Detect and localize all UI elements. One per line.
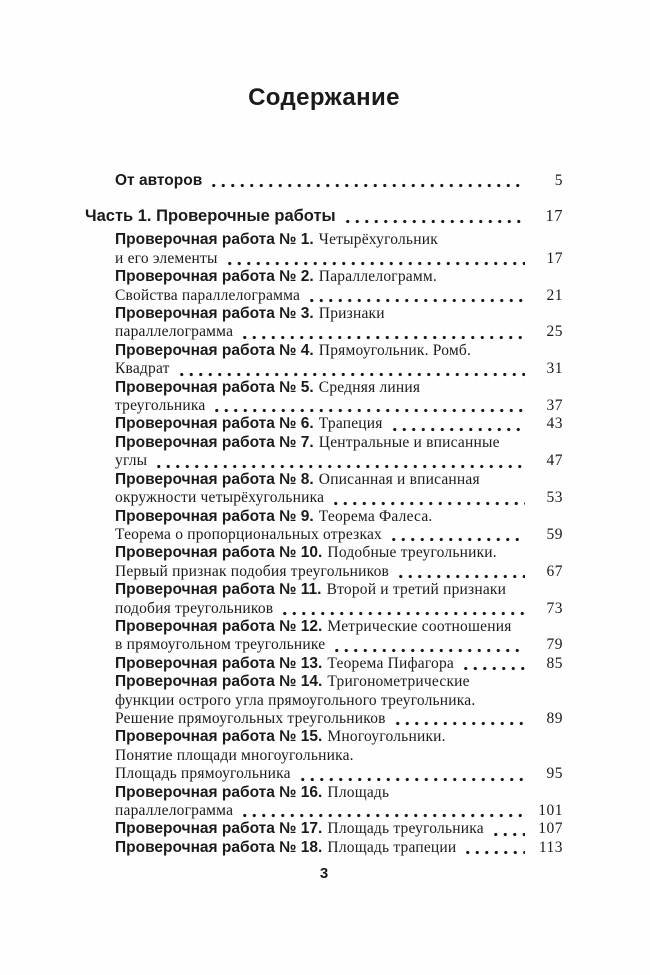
toc-line	[85, 489, 563, 507]
toc-entry-title: окружности четырёхугольника	[115, 489, 325, 507]
toc-line	[85, 305, 563, 323]
toc-entry	[85, 305, 563, 342]
toc-page-number: 47	[546, 452, 563, 470]
toc-page-number: 113	[538, 838, 563, 856]
toc-entry	[85, 342, 563, 379]
toc-entry-label: Проверочная работа № 15.	[115, 728, 323, 746]
toc-line	[85, 673, 563, 691]
dot-leader	[331, 501, 525, 506]
page-title: Содержание	[248, 84, 400, 111]
toc-line	[85, 581, 563, 599]
toc-entry-title: Признаки	[318, 305, 385, 323]
toc-entry-title: Центральные и вписанные	[318, 433, 500, 451]
toc-page-number: 59	[546, 525, 563, 543]
toc-entry-title: Площадь прямоугольника	[115, 765, 291, 783]
toc-page-number: 17	[545, 206, 563, 226]
toc-entry	[85, 784, 563, 821]
toc-entry-label: Проверочная работа № 4.	[115, 341, 314, 359]
toc-entry-label: Часть 1. Проверочные работы	[85, 207, 336, 226]
toc-line	[85, 342, 563, 360]
toc-page-number: 95	[546, 765, 563, 783]
toc-line	[85, 618, 563, 636]
toc-entry-title: параллелограмма	[115, 802, 234, 819]
toc-page-number: 85	[546, 654, 563, 672]
toc-line	[85, 415, 563, 433]
toc-entry-title: и его элементы	[115, 249, 218, 267]
toc-entry-label: Проверочная работа № 2.	[115, 268, 314, 286]
dot-leader	[209, 183, 525, 188]
toc-entry	[85, 231, 563, 268]
toc-entry	[85, 415, 563, 433]
toc-page-number: 21	[546, 286, 563, 304]
toc-entry-label: Проверочная работа № 13.	[115, 654, 323, 672]
toc-entry	[85, 508, 563, 545]
toc-entry-title: Понятие площади многоугольника.	[115, 746, 354, 764]
toc-line	[85, 206, 563, 226]
toc-line	[85, 287, 563, 305]
toc-entry-label: Проверочная работа № 9.	[115, 507, 314, 525]
toc-line	[85, 323, 563, 341]
toc-entry-title: Четырёхугольник	[318, 231, 438, 249]
toc-entry	[85, 655, 563, 673]
toc-entry-title: Тригонометрические	[327, 673, 470, 691]
folio-page-number: 3	[319, 865, 329, 883]
dot-leader	[461, 666, 525, 671]
toc-entry-title: Площадь трапеции	[327, 838, 457, 856]
toc-line	[85, 250, 563, 268]
toc-entry	[85, 471, 563, 508]
toc-entry-title: Описанная и вписанная	[318, 470, 480, 488]
toc-line	[85, 268, 563, 286]
toc-entry-label: Проверочная работа № 12.	[115, 617, 323, 635]
toc-entry-title: Многоугольники.	[327, 728, 446, 746]
dot-leader	[177, 372, 525, 377]
toc-page-number: 17	[546, 249, 563, 267]
toc-entry-title: Трапеция	[318, 415, 383, 433]
toc-page-number: 67	[546, 562, 563, 580]
toc-line	[85, 452, 563, 470]
toc-entry-title: Решение прямоугольных треугольников	[115, 709, 386, 727]
dot-leader	[240, 335, 525, 340]
dot-leader	[332, 648, 525, 653]
toc-entry-title: параллелограмма	[115, 323, 234, 341]
toc-entry-label: Проверочная работа № 14.	[115, 673, 323, 691]
toc-page-number: 43	[546, 415, 563, 433]
toc-entry-label: Проверочная работа № 18.	[115, 838, 323, 856]
toc-entry-title: Квадрат	[115, 360, 170, 378]
toc-line	[85, 471, 563, 489]
toc-entry	[85, 839, 563, 857]
dot-leader	[240, 813, 525, 818]
toc-line	[85, 802, 563, 820]
toc-entry-title: Метрические соотношения	[327, 617, 512, 635]
dot-leader	[491, 832, 525, 837]
dot-leader	[343, 219, 525, 224]
toc-entry-title: подобия треугольников	[115, 599, 274, 617]
toc-entry	[85, 172, 563, 190]
toc-line	[85, 360, 563, 378]
toc-entry	[85, 581, 563, 618]
toc-entry-label: Проверочная работа № 11.	[115, 581, 322, 599]
toc-entry-label: Проверочная работа № 7.	[115, 433, 314, 451]
toc-entry-title: функции острого угла прямоугольного треугольника.	[115, 691, 476, 709]
dot-leader	[390, 427, 525, 432]
dot-leader	[154, 464, 525, 469]
toc-entry	[85, 728, 563, 783]
toc-entry	[85, 206, 563, 226]
dot-leader	[298, 777, 525, 782]
dot-leader	[396, 574, 525, 579]
dot-leader	[280, 611, 525, 616]
toc-entry	[85, 618, 563, 655]
toc-line	[85, 397, 563, 415]
toc-entry	[85, 544, 563, 581]
toc-page-number: 89	[546, 709, 563, 727]
toc-page-number: 79	[546, 636, 563, 654]
toc-entry-title: углы	[115, 452, 148, 470]
toc-entry	[85, 379, 563, 416]
toc-page-number: 5	[554, 172, 563, 189]
toc-line	[85, 728, 563, 746]
toc-line	[85, 172, 563, 190]
toc-line	[85, 784, 563, 802]
toc-entry-title: в прямоугольном треугольнике	[115, 636, 326, 654]
toc-line	[85, 544, 563, 562]
toc-entry-label: Проверочная работа № 5.	[115, 378, 314, 396]
toc-page-number: 53	[546, 489, 563, 507]
toc-entry-title: Прямоугольник. Ромб.	[318, 341, 472, 359]
dot-leader	[463, 850, 525, 855]
toc-entry-title: Свойства параллелограмма	[115, 286, 301, 304]
toc-line	[85, 508, 563, 526]
dot-leader	[389, 537, 525, 542]
toc-page-number: 25	[546, 323, 563, 341]
toc-entry-title: Параллелограмм.	[318, 268, 437, 286]
toc-line	[85, 563, 563, 581]
toc-entry-title: Подобные треугольники.	[327, 544, 497, 562]
toc-entry	[85, 434, 563, 471]
toc-page-number: 31	[546, 360, 563, 378]
toc-entry-title: Площадь	[327, 783, 390, 801]
toc-page-number: 73	[546, 599, 563, 617]
dot-leader	[393, 721, 525, 726]
toc-line	[85, 820, 563, 838]
toc-entry-title: Первый признак подобия треугольников	[115, 562, 390, 580]
dot-leader	[225, 261, 525, 266]
toc-line	[85, 526, 563, 544]
dot-leader	[307, 298, 525, 303]
toc-page-number: 101	[538, 802, 563, 819]
toc-entry-title: треугольника	[115, 397, 206, 415]
toc-line	[85, 710, 563, 728]
toc-line	[85, 434, 563, 452]
toc-page-number: 37	[546, 397, 563, 415]
toc-entry-title: Второй и третий признаки	[326, 581, 507, 599]
toc-line	[85, 231, 563, 249]
toc-entry	[85, 673, 563, 728]
toc-entry-title: Площадь треугольника	[327, 820, 484, 838]
toc-entry-label: Проверочная работа № 17.	[115, 820, 323, 838]
toc-entry-label: От авторов	[115, 172, 203, 189]
toc-line	[85, 692, 563, 710]
toc-entry-label: Проверочная работа № 1.	[115, 231, 314, 249]
toc-line	[85, 600, 563, 618]
toc-entry-label: Проверочная работа № 8.	[115, 470, 314, 488]
toc-entry-title: Теорема Фалеса.	[318, 507, 433, 525]
toc-line	[85, 839, 563, 857]
toc-entry-label: Проверочная работа № 6.	[115, 415, 314, 433]
toc-entry-title: Теорема о пропорциональных отрезках	[115, 525, 382, 543]
toc-entry-label: Проверочная работа № 10.	[115, 544, 323, 562]
dot-leader	[212, 408, 525, 413]
toc-line	[85, 636, 563, 654]
toc-entry-label: Проверочная работа № 16.	[115, 783, 323, 801]
toc-page-number: 107	[538, 820, 563, 838]
toc-entry-title: Теорема Пифагора	[327, 654, 454, 672]
toc-entry-title: Средняя линия	[318, 378, 421, 396]
toc-entry	[85, 268, 563, 305]
toc-entry-label: Проверочная работа № 3.	[115, 305, 314, 323]
toc-line	[85, 655, 563, 673]
toc-line	[85, 765, 563, 783]
toc-line	[85, 747, 563, 765]
toc-entry	[85, 820, 563, 838]
toc-line	[85, 379, 563, 397]
toc-list	[85, 172, 563, 857]
